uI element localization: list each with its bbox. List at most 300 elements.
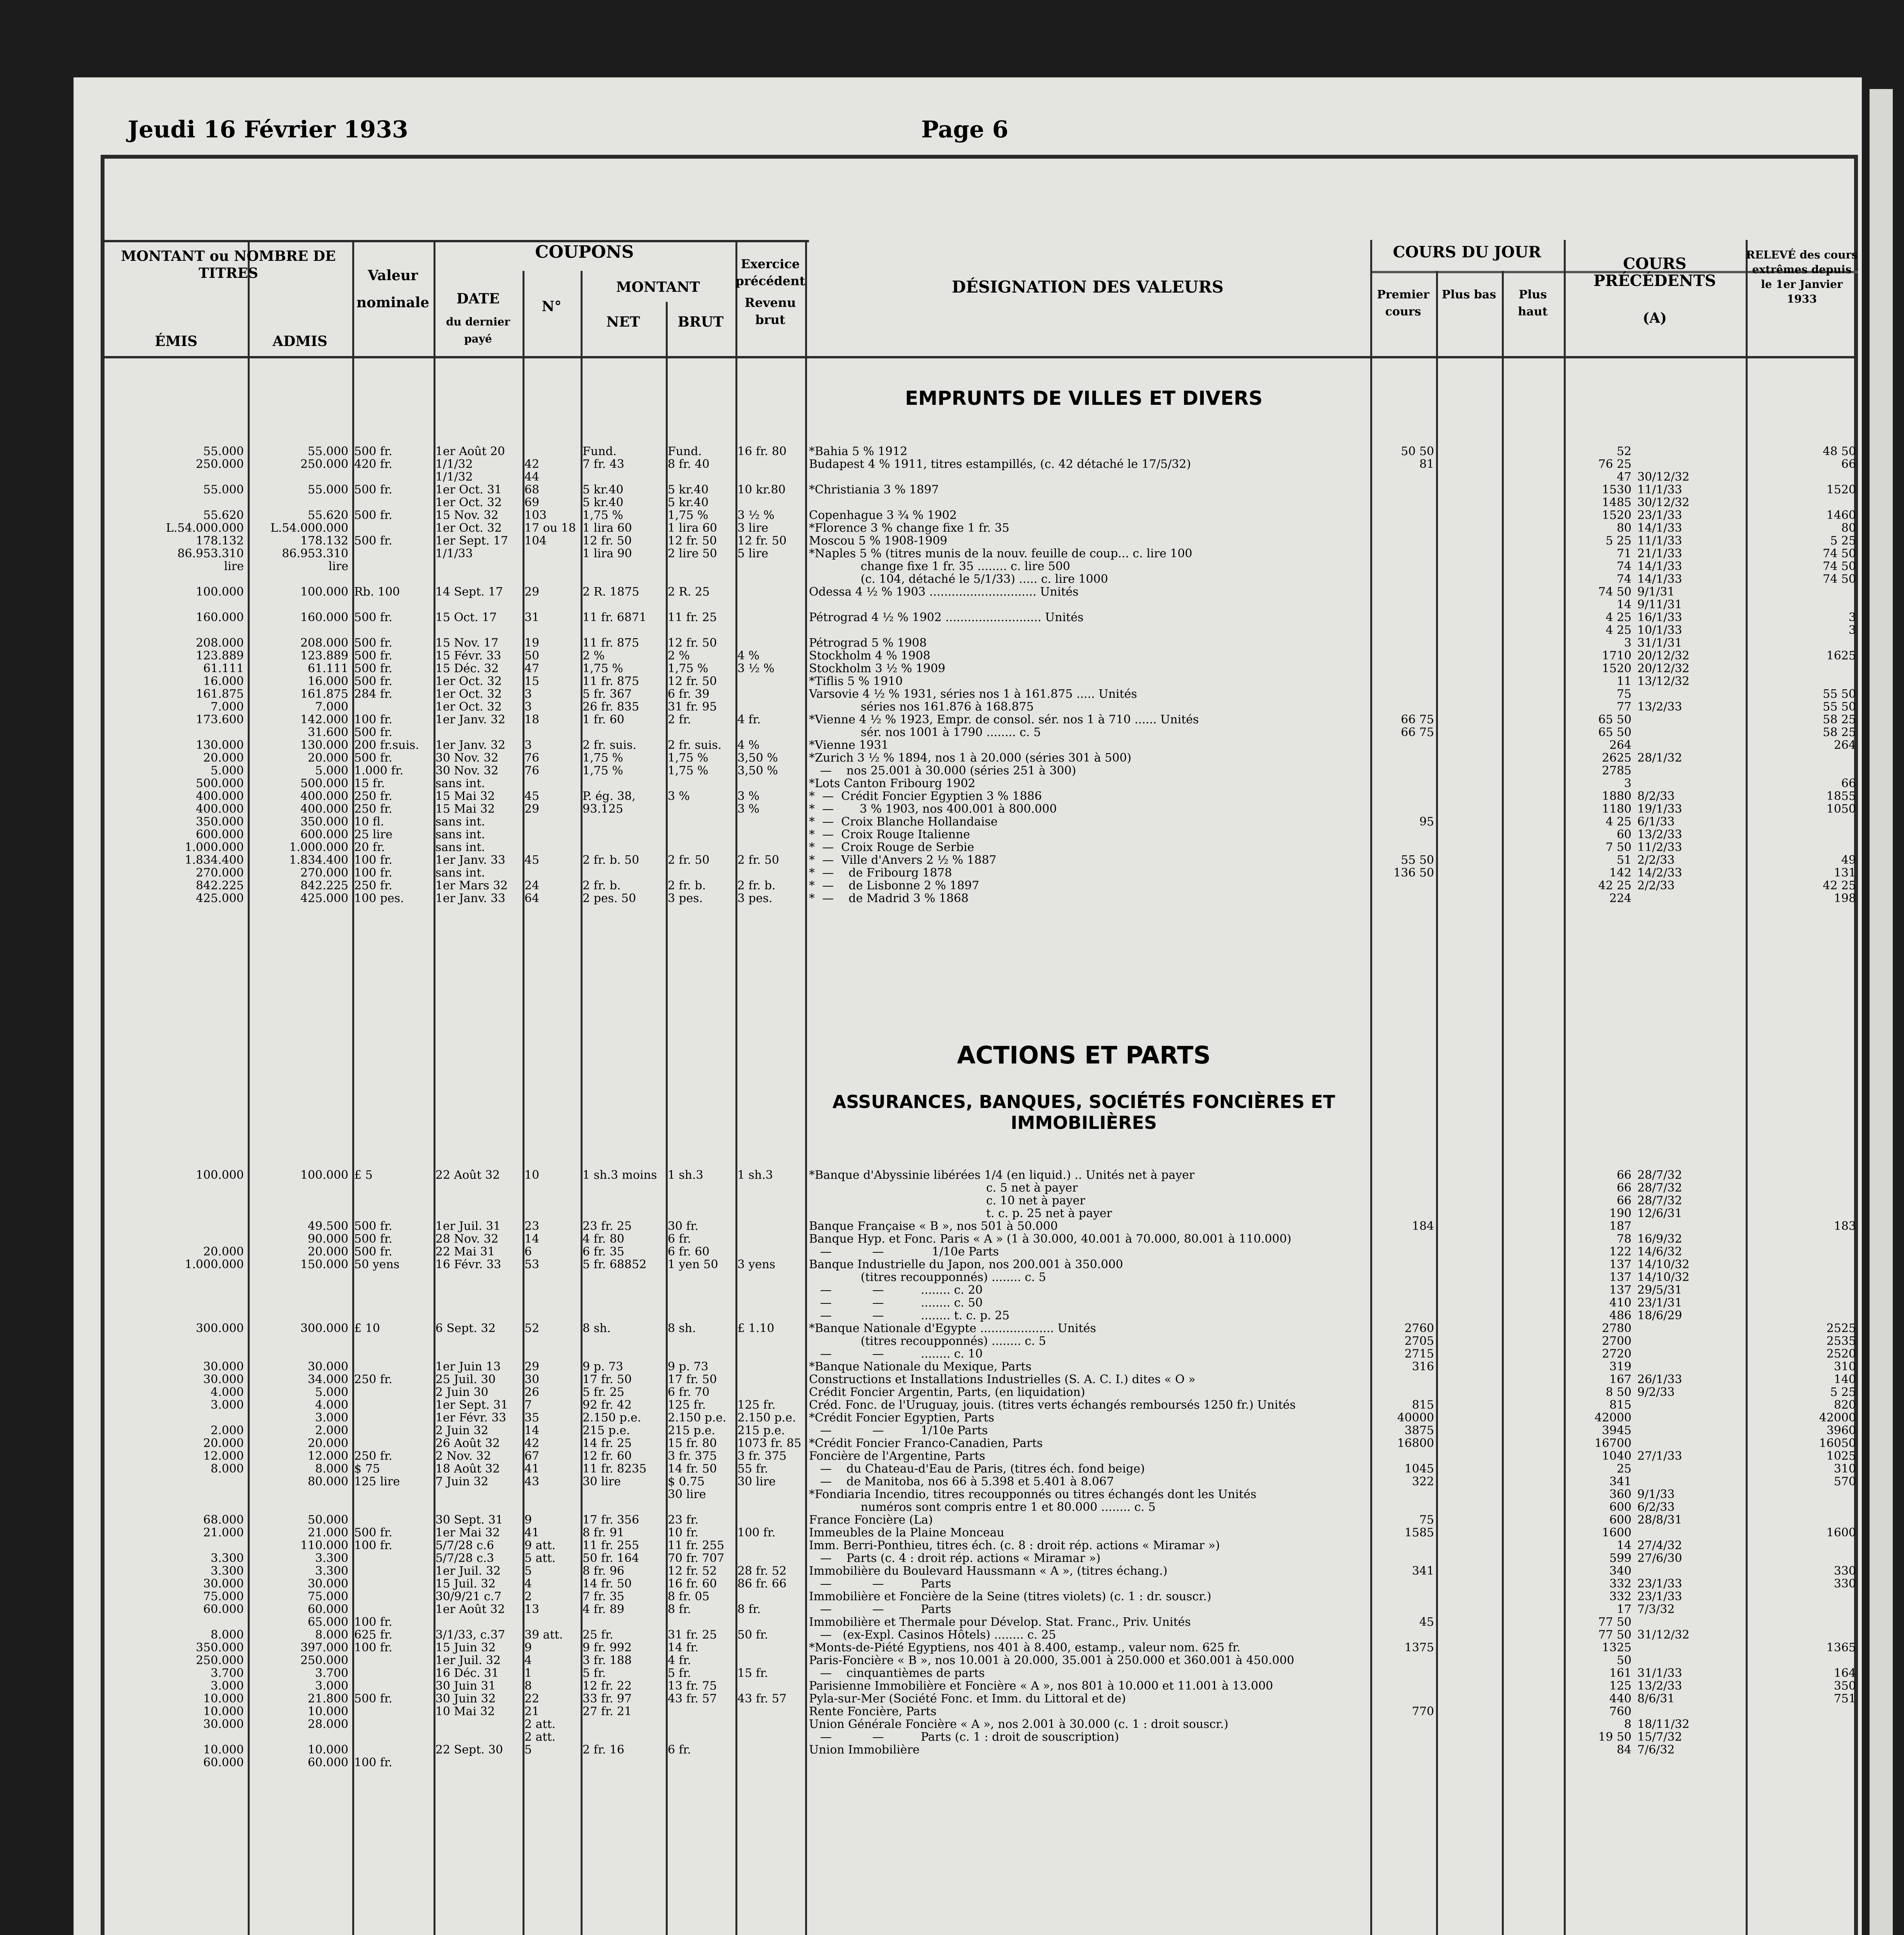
cell-prec_dates: 14/1/33 <box>1637 560 1682 573</box>
header-releve: RELEVÉ des cours extrêmes depuis le 1er Janvier 1933 <box>1746 248 1858 305</box>
cell-valeur: 15 fr. <box>354 777 385 790</box>
cell-premier <box>1372 611 1434 624</box>
cell-nums <box>524 1756 579 1769</box>
header-plus-bas: Plus bas <box>1441 288 1496 301</box>
cell-nums: 31 <box>524 611 540 624</box>
cell-revenu: 1073 fr. 85 <box>737 1437 802 1450</box>
cell-nums: 3 <box>524 700 532 713</box>
cell-prec: 2780 <box>1602 1322 1632 1335</box>
cell-premier: 66 75 <box>1401 726 1434 739</box>
cell-brut: 3 % <box>668 790 690 803</box>
cell-admis: 250.000 <box>300 458 348 471</box>
cell-brut: 5 fr. <box>668 1667 691 1680</box>
cell-net: 2 fr. b. 50 <box>583 854 639 866</box>
issue-date: Jeudi 16 Février 1933 <box>128 116 408 143</box>
cell-emis: 500.000 <box>195 777 244 790</box>
cell-brut <box>668 1718 733 1731</box>
cell-prec_dates <box>1637 1348 1742 1360</box>
cell-coupons: sans int. <box>435 777 485 790</box>
cell-emis: 8.000 <box>211 1462 244 1475</box>
cell-revenu: 3 pes. <box>737 892 773 905</box>
cell-admis: 55.000 <box>308 483 348 496</box>
cell-prec: 1530 <box>1602 483 1632 496</box>
cell-premier <box>1372 675 1434 688</box>
cell-brut: 2 fr. suis. <box>668 739 722 752</box>
cell-nums: 2 att. <box>524 1718 556 1731</box>
cell-net: 1,75 % <box>583 662 623 675</box>
cell-coupons: 15 Déc. 32 <box>435 662 499 675</box>
cell-nums <box>524 445 579 458</box>
cell-admis: 400.000 <box>300 790 348 803</box>
cell-revenu: £ 1.10 <box>737 1322 775 1335</box>
cell-coupons: 30 Juin 31 <box>435 1680 496 1692</box>
cell-revenu <box>737 815 803 828</box>
cell-net: 25 fr. <box>583 1628 614 1641</box>
cell-valeur: 100 fr. <box>354 1539 392 1552</box>
cell-haut <box>1748 1743 1856 1756</box>
cell-nums <box>524 1309 579 1322</box>
cell-coupons <box>435 624 521 637</box>
cell-haut: 80 <box>1841 522 1856 534</box>
cell-revenu <box>737 1731 803 1743</box>
cell-haut: 2525 <box>1826 1322 1856 1335</box>
header-coupons: COUPONS <box>535 242 634 262</box>
cell-prec: 65 50 <box>1598 726 1632 739</box>
cell-revenu <box>737 1641 803 1654</box>
cell-admis: 3.000 <box>315 1680 348 1692</box>
cell-prec_dates <box>1637 1322 1742 1335</box>
cell-valeur <box>354 1207 432 1220</box>
cell-haut <box>1748 1756 1856 1769</box>
cell-desc <box>809 1756 1368 1769</box>
cell-premier <box>1372 637 1434 649</box>
cell-net <box>583 560 664 573</box>
cell-brut <box>668 471 733 483</box>
cell-nums: 10 <box>524 1169 540 1182</box>
cell-valeur: 100 fr. <box>354 854 392 866</box>
cell-brut: 2 fr. <box>668 713 691 726</box>
cell-desc: Crédit Foncier Argentin, Parts, (en liquidation) <box>809 1386 1085 1399</box>
cell-admis: 86.953.310 <box>282 547 348 560</box>
cell-prec: 341 <box>1609 1475 1632 1488</box>
cell-nums: 50 <box>524 649 540 662</box>
cell-coupons: 6 Sept. 32 <box>435 1322 496 1335</box>
cell-revenu: 15 fr. <box>737 1667 768 1680</box>
cell-nums: 2 att. <box>524 1731 556 1743</box>
cell-coupons: 30 Juin 32 <box>435 1692 496 1705</box>
cell-admis <box>252 1501 348 1514</box>
cell-admis: 270.000 <box>300 866 348 879</box>
cell-coupons <box>435 1309 521 1322</box>
cell-nums <box>524 598 579 611</box>
cell-brut: 11 fr. 255 <box>668 1539 725 1552</box>
cell-admis: 130.000 <box>300 739 348 752</box>
cell-brut: 4 fr. <box>668 1654 691 1667</box>
cell-premier <box>1372 790 1434 803</box>
cell-valeur: 100 fr. <box>354 866 392 879</box>
cell-brut <box>668 828 733 841</box>
cell-haut <box>1748 637 1856 649</box>
cell-desc: *Zurich 3 ½ % 1894, nos 1 à 20.000 (séries 301 à 500) <box>809 752 1131 764</box>
cell-premier <box>1372 1207 1434 1220</box>
cell-coupons: 10 Mai 32 <box>435 1705 495 1718</box>
cell-nums: 9 <box>524 1514 532 1526</box>
cell-net: 11 fr. 875 <box>583 675 639 688</box>
cell-prec: 74 <box>1616 560 1632 573</box>
cell-nums <box>524 1616 579 1628</box>
cell-prec_dates: 27/4/32 <box>1637 1539 1682 1552</box>
cell-valeur: 500 fr. <box>354 662 392 675</box>
cell-prec: 161 <box>1609 1667 1632 1680</box>
cell-admis: 8.000 <box>315 1628 348 1641</box>
cell-revenu <box>737 1552 803 1565</box>
cell-revenu <box>737 866 803 879</box>
cell-desc: (titres recoupponnés) ........ c. 5 <box>809 1271 1046 1284</box>
cell-brut <box>668 560 733 573</box>
cell-net: 9 fr. 992 <box>583 1641 632 1654</box>
cell-brut: 43 fr. 57 <box>668 1692 717 1705</box>
cell-haut: 3 <box>1848 611 1856 624</box>
cell-desc: Budapest 4 % 1911, titres estampillés, (c. 42 détaché le 17/5/32) <box>809 458 1191 471</box>
cell-revenu <box>737 1233 803 1245</box>
cell-prec: 2625 <box>1602 752 1632 764</box>
cell-valeur: 250 fr. <box>354 1373 392 1386</box>
cell-revenu: 3 % <box>737 803 760 815</box>
cell-haut <box>1748 1705 1856 1718</box>
cell-prec_dates <box>1637 1641 1742 1654</box>
cell-revenu <box>737 1488 803 1501</box>
cell-premier <box>1372 1654 1434 1667</box>
cell-valeur <box>354 1590 432 1603</box>
cell-emis: 16.000 <box>203 675 244 688</box>
cell-coupons: 1er Janv. 33 <box>435 892 506 905</box>
cell-prec: 332 <box>1609 1590 1632 1603</box>
cell-coupons <box>435 1296 521 1309</box>
cell-haut: 310 <box>1834 1462 1856 1475</box>
cell-prec: 66 <box>1616 1169 1632 1182</box>
cell-net: 11 fr. 875 <box>583 637 639 649</box>
cell-prec_dates: 7/3/32 <box>1637 1603 1675 1616</box>
cell-prec_dates: 14/6/32 <box>1637 1245 1682 1258</box>
cell-valeur: 1.000 fr. <box>354 764 404 777</box>
cell-desc: Odessa 4 ½ % 1903 ............................. Unités <box>809 586 1079 598</box>
cell-premier <box>1372 560 1434 573</box>
cell-coupons: sans int. <box>435 866 485 879</box>
cell-premier: 95 <box>1419 815 1434 828</box>
cell-premier <box>1372 803 1434 815</box>
cell-desc: * — de Madrid 3 % 1868 <box>809 892 969 905</box>
header-bottom-rule <box>101 356 1858 358</box>
cell-prec: 2720 <box>1602 1348 1632 1360</box>
cell-haut <box>1748 1245 1856 1258</box>
cell-desc: — — ........ c. 20 <box>809 1284 983 1296</box>
cell-revenu <box>737 1539 803 1552</box>
cell-net: 27 fr. 21 <box>583 1705 632 1718</box>
cell-brut: 8 fr. <box>668 1603 691 1616</box>
cell-brut: 2 % <box>668 649 690 662</box>
cell-prec_dates: 14/10/32 <box>1637 1258 1690 1271</box>
cell-prec_dates: 6/2/33 <box>1637 1501 1675 1514</box>
cell-admis: 5.000 <box>315 764 348 777</box>
cell-emis: 270.000 <box>195 866 244 879</box>
cell-desc: *Vienne 4 ½ % 1923, Empr. de consol. sér. nos 1 à 710 ...... Unités <box>809 713 1199 726</box>
cell-revenu <box>737 1207 803 1220</box>
cell-desc: *Banque Nationale du Mexique, Parts <box>809 1360 1032 1373</box>
cell-coupons: 1er Août 20 <box>435 445 505 458</box>
cell-admis: 400.000 <box>300 803 348 815</box>
cell-emis: 100.000 <box>195 586 244 598</box>
cell-coupons: 7 Juin 32 <box>435 1475 488 1488</box>
cell-prec_dates <box>1637 1705 1742 1718</box>
cell-desc: Immobilière et Thermale pour Dévelop. Stat. Franc., Priv. Unités <box>809 1616 1191 1628</box>
cell-haut <box>1748 586 1856 598</box>
cell-prec_dates: 31/1/31 <box>1637 637 1682 649</box>
cell-valeur <box>354 1437 432 1450</box>
cell-nums: 7 <box>524 1399 532 1411</box>
cell-premier: 322 <box>1412 1475 1434 1488</box>
cell-brut: 6 fr. 70 <box>668 1386 710 1399</box>
cell-nums: 3 <box>524 688 532 700</box>
cell-desc: Rente Foncière, Parts <box>809 1705 937 1718</box>
cell-coupons: 1er Août 32 <box>435 1603 505 1616</box>
cell-emis: L.54.000.000 <box>166 522 244 534</box>
cell-valeur <box>354 1284 432 1296</box>
cell-premier <box>1372 1743 1434 1756</box>
cell-premier <box>1372 1590 1434 1603</box>
cell-premier: 1045 <box>1404 1462 1434 1475</box>
cell-premier <box>1372 1577 1434 1590</box>
cell-desc: numéros sont compris entre 1 et 80.000 ........ c. 5 <box>809 1501 1156 1514</box>
cell-brut: 2 R. 25 <box>668 586 710 598</box>
cell-nums <box>524 1348 579 1360</box>
cell-admis: 7.000 <box>315 700 348 713</box>
cell-nums <box>524 1182 579 1194</box>
cell-admis: 30.000 <box>308 1577 348 1590</box>
cell-desc: * — 3 % 1903, nos 400.001 à 800.000 <box>809 803 1057 815</box>
cell-revenu: 3 % <box>737 790 760 803</box>
cell-nums: 24 <box>524 879 540 892</box>
cell-revenu: 4 % <box>737 649 760 662</box>
cell-desc: *Crédit Foncier Egyptien, Parts <box>809 1411 994 1424</box>
cell-revenu: 5 lire <box>737 547 768 560</box>
cell-haut <box>1748 815 1856 828</box>
cell-admis: 3.000 <box>315 1411 348 1424</box>
cell-coupons <box>435 560 521 573</box>
cell-brut: 14 fr. <box>668 1641 699 1654</box>
cell-prec: 3 <box>1624 777 1632 790</box>
cell-coupons: 1er Oct. 31 <box>435 483 502 496</box>
cell-brut: 8 fr. 05 <box>668 1590 710 1603</box>
cell-valeur <box>354 1603 432 1616</box>
cell-brut: 12 fr. 52 <box>668 1565 717 1577</box>
cell-desc: (titres recoupponnés) ........ c. 5 <box>809 1335 1046 1348</box>
cell-desc: Constructions et Installations Industrielles (S. A. C. I.) dites « O » <box>809 1373 1196 1386</box>
cell-net <box>583 573 664 586</box>
cell-emis: 3.300 <box>211 1552 244 1565</box>
cell-nums: 44 <box>524 471 540 483</box>
cell-nums: 45 <box>524 790 540 803</box>
cell-prec_dates <box>1637 1654 1742 1667</box>
cell-desc: Parisienne Immobilière et Foncière « A », nos 801 à 10.000 et 11.001 à 13.000 <box>809 1680 1273 1692</box>
cell-coupons: 1er Sept. 17 <box>435 534 508 547</box>
cell-haut: 5 25 <box>1830 1386 1856 1399</box>
cell-prec: 66 <box>1616 1194 1632 1207</box>
cell-emis: 60.000 <box>203 1603 244 1616</box>
cell-emis <box>105 1335 244 1348</box>
cell-prec: 47 <box>1616 471 1632 483</box>
column-coupons <box>435 1169 521 1769</box>
cell-net <box>583 1348 664 1360</box>
cell-net: P. ég. 38, <box>583 790 636 803</box>
cell-coupons: 15 Mai 32 <box>435 803 495 815</box>
cell-emis: 3.300 <box>211 1565 244 1577</box>
cell-net <box>583 1207 664 1220</box>
cell-brut: 5 kr.40 <box>668 483 709 496</box>
cell-admis: 21.000 <box>308 1526 348 1539</box>
cell-nums <box>524 1296 579 1309</box>
cell-net <box>583 1501 664 1514</box>
cell-net <box>583 598 664 611</box>
cell-valeur <box>354 1335 432 1348</box>
cell-premier <box>1372 471 1434 483</box>
cell-premier <box>1372 777 1434 790</box>
cell-prec_dates <box>1637 688 1742 700</box>
cell-prec: 4 25 <box>1606 611 1632 624</box>
cell-nums: 17 ou 18 <box>524 522 576 534</box>
cell-emis <box>105 726 244 739</box>
cell-valeur <box>354 1271 432 1284</box>
cell-revenu: 28 fr. 52 <box>737 1565 787 1577</box>
cell-premier: 66 75 <box>1401 713 1434 726</box>
cell-coupons: 1/1/32 <box>435 471 473 483</box>
cell-brut: 6 fr. <box>668 1743 691 1756</box>
cell-valeur <box>354 1309 432 1322</box>
cell-nums <box>524 841 579 854</box>
cell-brut <box>668 1348 733 1360</box>
cell-prec_dates: 31/12/32 <box>1637 1628 1690 1641</box>
cell-premier <box>1372 483 1434 496</box>
cell-emis: 1.000.000 <box>185 841 244 854</box>
cell-net: 11 fr. 8235 <box>583 1462 647 1475</box>
cell-coupons: 1/1/32 <box>435 458 473 471</box>
column-brut <box>668 1169 733 1769</box>
cell-premier: 815 <box>1412 1399 1434 1411</box>
cell-revenu <box>737 726 803 739</box>
cell-nums: 5 <box>524 1565 532 1577</box>
cell-nums <box>524 828 579 841</box>
cell-emis: 3.700 <box>211 1667 244 1680</box>
header-exercice: Exercice précédent <box>735 257 805 288</box>
cell-haut <box>1748 1514 1856 1526</box>
cell-net <box>583 1335 664 1348</box>
cell-net: 4 fr. 80 <box>583 1233 625 1245</box>
cell-admis: 90.000 <box>308 1233 348 1245</box>
cell-admis: 3.300 <box>315 1552 348 1565</box>
cell-haut: 74 50 <box>1823 573 1856 586</box>
cell-valeur: 100 pes. <box>354 892 404 905</box>
cell-haut: 49 <box>1841 854 1856 866</box>
cell-premier <box>1372 1756 1434 1769</box>
cell-haut <box>1748 1603 1856 1616</box>
cell-brut: 2 fr. 50 <box>668 854 710 866</box>
cell-admis: 3.700 <box>315 1667 348 1680</box>
cell-coupons: 1/1/33 <box>435 547 473 560</box>
cell-net: 5 fr. 68852 <box>583 1258 647 1271</box>
cell-valeur <box>354 496 432 509</box>
cell-desc: Immobilière du Boulevard Haussmann « A », (titres échang.) <box>809 1565 1168 1577</box>
cell-desc: — — Parts (c. 1 : droit de souscription) <box>809 1731 1119 1743</box>
cell-brut <box>668 1207 733 1220</box>
cell-prec_dates: 11/2/33 <box>1637 841 1682 854</box>
cell-prec: 137 <box>1609 1271 1632 1284</box>
cell-valeur <box>354 1718 432 1731</box>
cell-desc: c. 5 net à payer <box>809 1182 1078 1194</box>
cell-coupons <box>435 1207 521 1220</box>
cell-emis: 21.000 <box>203 1526 244 1539</box>
cell-desc: — (ex-Expl. Casinos Hôtels) ........ c. 25 <box>809 1628 1056 1641</box>
cell-admis: 20.000 <box>308 1437 348 1450</box>
cell-nums <box>524 1271 579 1284</box>
cell-prec_dates: 15/7/32 <box>1637 1731 1682 1743</box>
cell-desc <box>809 471 1368 483</box>
cell-emis <box>105 496 244 509</box>
cell-premier: 2760 <box>1404 1322 1434 1335</box>
cell-net <box>583 866 664 879</box>
header-plus-haut: Plus haut <box>1518 288 1548 319</box>
cell-prec: 84 <box>1616 1743 1632 1756</box>
cell-prec_dates: 11/1/33 <box>1637 534 1682 547</box>
column-prec_dates <box>1637 1169 1742 1769</box>
cell-coupons: 30 Nov. 32 <box>435 764 499 777</box>
cell-haut <box>1748 1552 1856 1565</box>
cell-prec_dates: 28/8/31 <box>1637 1514 1682 1526</box>
cell-nums: 29 <box>524 803 540 815</box>
cell-prec: 600 <box>1609 1514 1632 1526</box>
cell-revenu: 8 fr. <box>737 1603 761 1616</box>
cell-brut: 16 fr. 60 <box>668 1577 717 1590</box>
cell-haut: 751 <box>1834 1692 1856 1705</box>
cell-nums: 52 <box>524 1322 540 1335</box>
cell-prec: 142 <box>1609 866 1632 879</box>
cell-nums <box>524 560 579 573</box>
cell-coupons: 22 Mai 31 <box>435 1245 495 1258</box>
cell-coupons: 1er Juin 13 <box>435 1360 501 1373</box>
cell-emis: 350.000 <box>195 1641 244 1654</box>
cell-revenu: 30 lire <box>737 1475 776 1488</box>
cell-prec: 51 <box>1616 854 1632 866</box>
cell-brut: 12 fr. 50 <box>668 534 717 547</box>
cell-nums: 14 <box>524 1233 540 1245</box>
header-nominale: nominale <box>356 295 430 311</box>
cell-prec_dates <box>1637 764 1742 777</box>
cell-brut: 11 fr. 25 <box>668 611 717 624</box>
cell-admis: 2.000 <box>315 1424 348 1437</box>
cell-emis: 400.000 <box>195 790 244 803</box>
cell-haut <box>1748 841 1856 854</box>
cell-valeur <box>354 1731 432 1743</box>
cell-desc: (c. 104, détaché le 5/1/33) ..... c. lire 1000 <box>809 573 1108 586</box>
cell-valeur: 100 fr. <box>354 1616 392 1628</box>
cell-brut: 12 fr. 50 <box>668 637 717 649</box>
header-no: N° <box>542 298 562 315</box>
cell-desc: *Christiania 3 % 1897 <box>809 483 939 496</box>
cell-valeur <box>354 1743 432 1756</box>
cell-brut: 1,75 % <box>668 509 708 522</box>
cell-coupons: 1er Oct. 32 <box>435 522 502 534</box>
cell-emis: 55.000 <box>203 483 244 496</box>
cell-admis: 300.000 <box>300 1322 348 1335</box>
cell-coupons <box>435 1335 521 1348</box>
